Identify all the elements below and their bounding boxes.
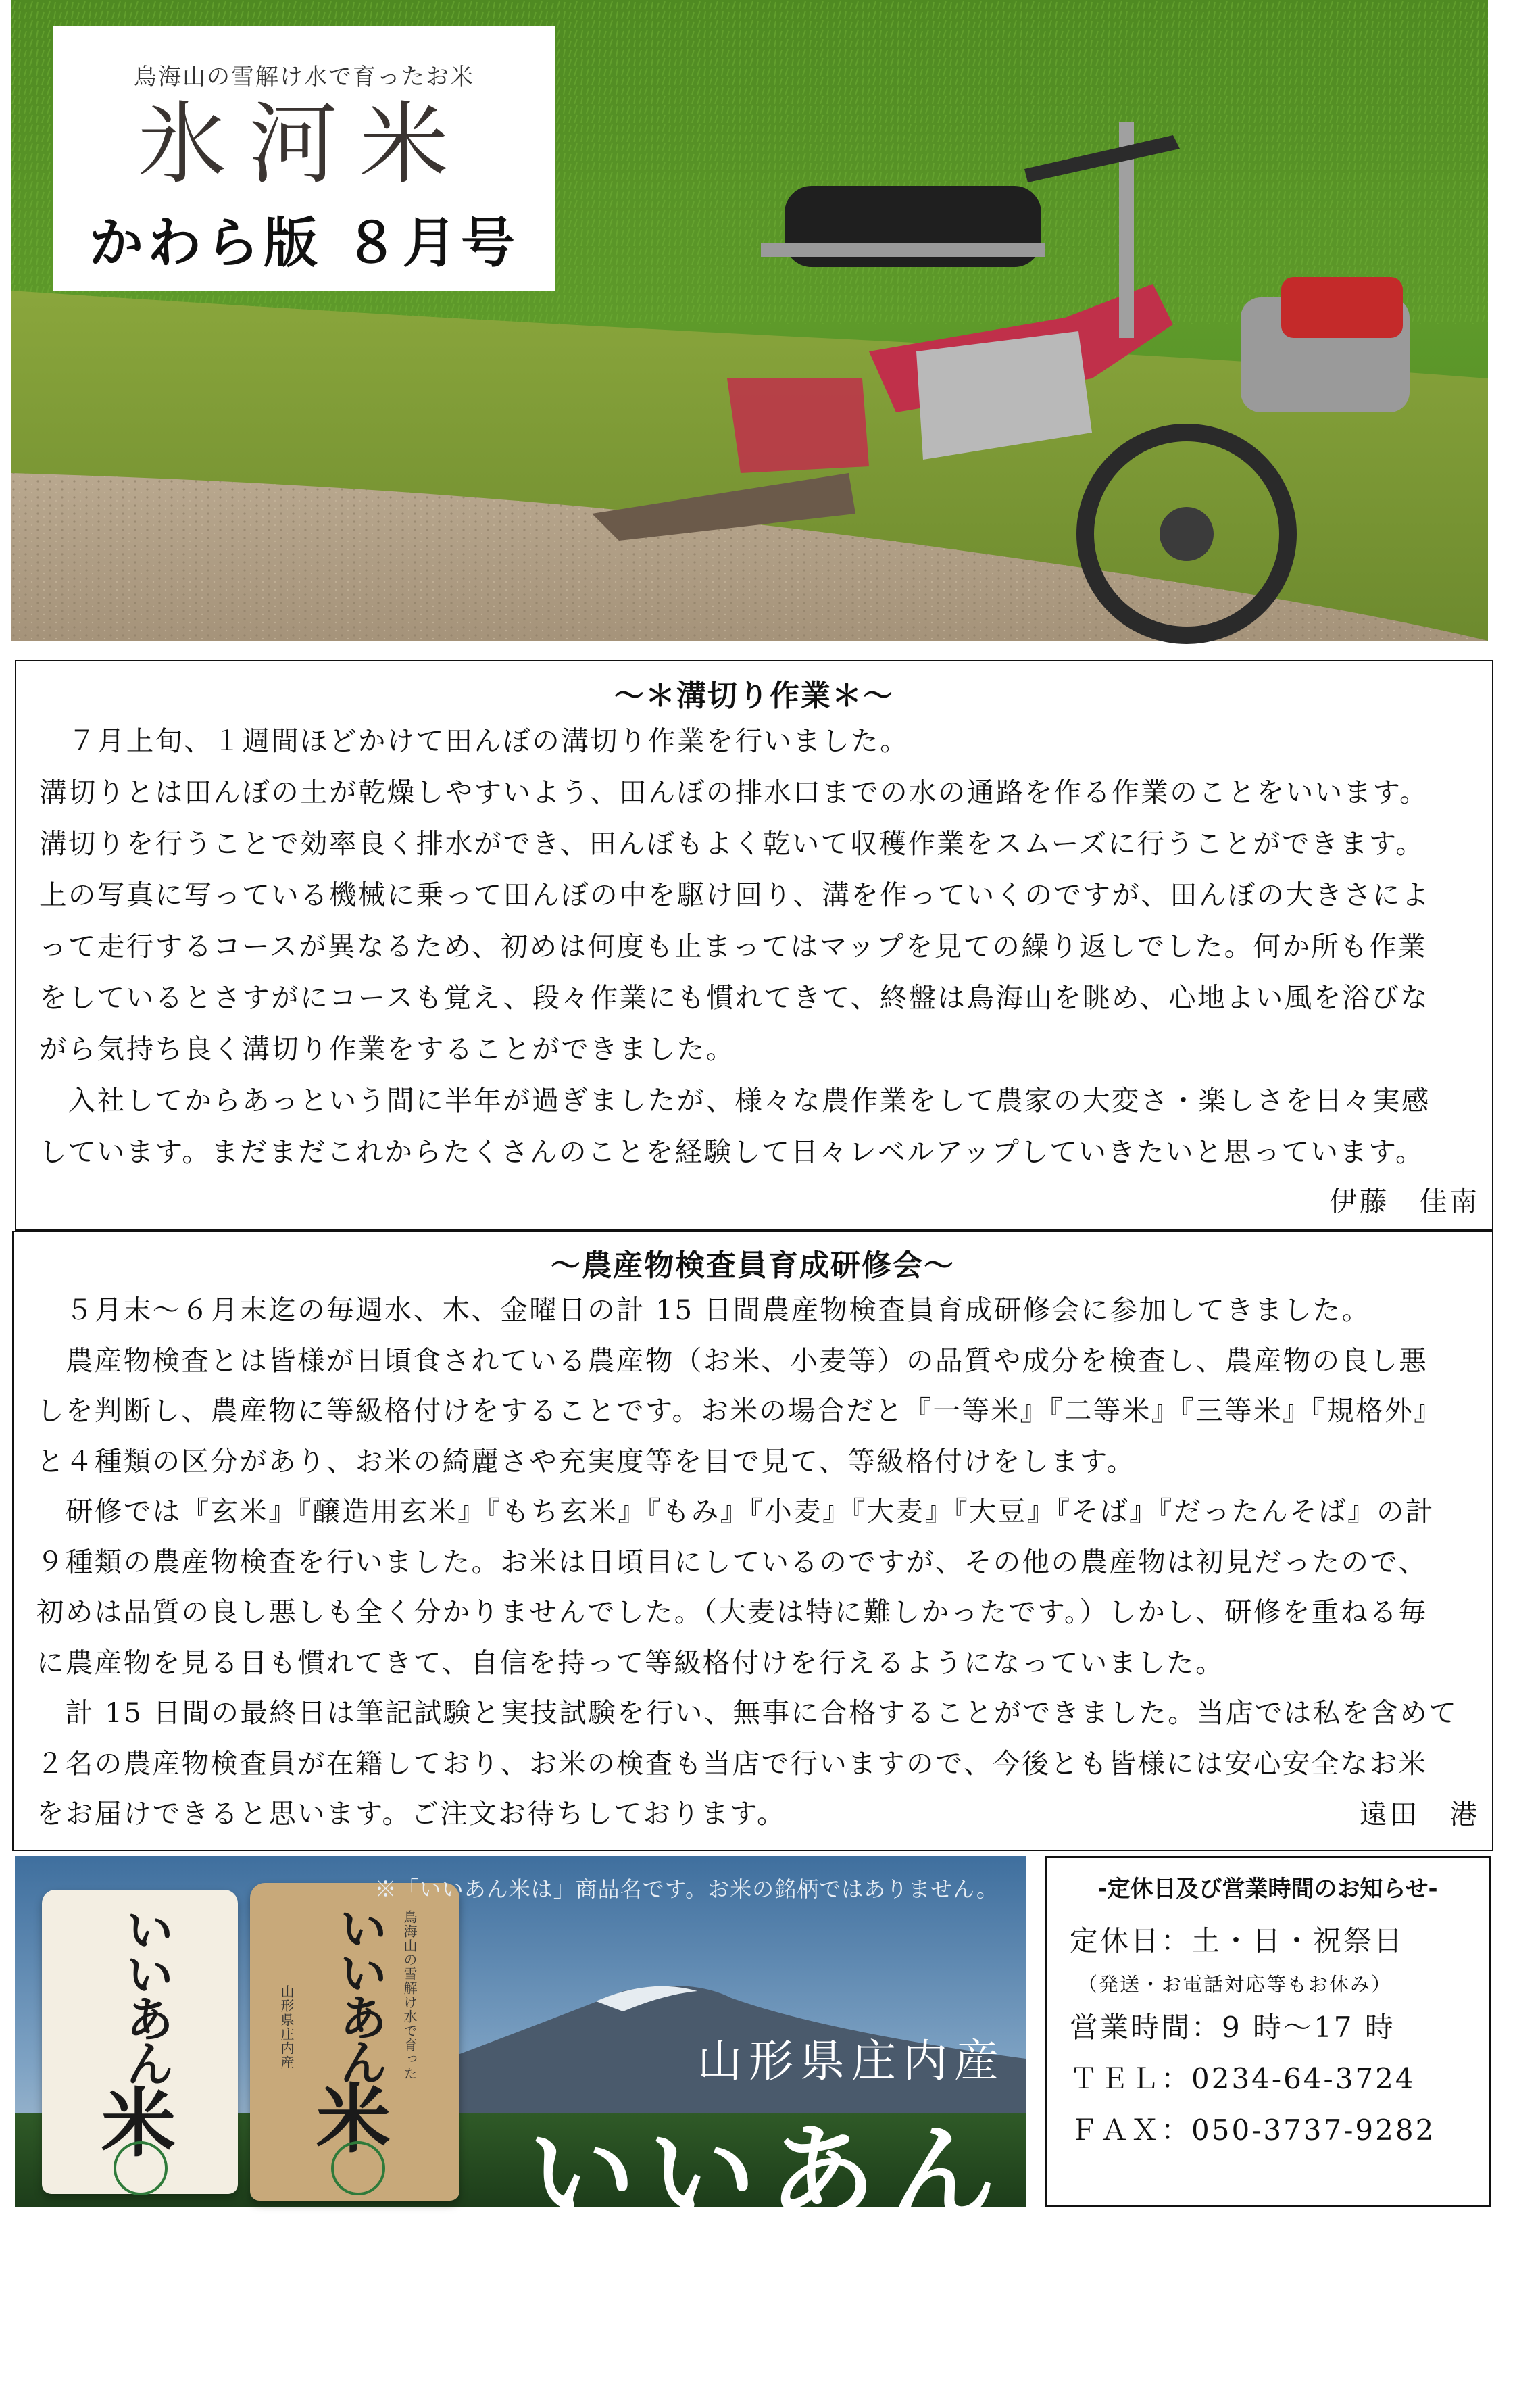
bag-kome-label: 米 (101, 2080, 176, 2167)
paragraph-line: 入社してからあっという間に半年が過ぎましたが、様々な農作業をして農家の大変さ・楽しさを日々実感 (39, 1084, 1431, 1117)
paragraph-line: 計 15 日間の最終日は筆記試験と実技試験を行い、無事に合格することができました。当店では私を含めて (36, 1696, 1458, 1729)
holidays: 定休日：土・日・祝祭日 (1070, 1924, 1405, 1957)
rice-bag-large (250, 1883, 459, 2201)
newsletter-logo (53, 26, 555, 291)
business-info-box (1045, 1856, 1491, 2207)
origin-label: 山形県庄内産 (697, 2035, 1005, 2087)
article-title: ～＊溝切り作業＊～ (614, 679, 894, 713)
paragraph-line: ５月末～６月末迄の毎週水、木、金曜日の計 15 日間農産物検査員育成研修会に参加してきました。 (36, 1294, 1371, 1326)
mountain-emblem-icon (331, 2141, 385, 2195)
product-banner (15, 1856, 1026, 2391)
logo-brand: 氷河米 (138, 93, 470, 197)
article-inspector-training (12, 1231, 1493, 1851)
paragraph-line: に農産物を見る目も慣れてきて、自信を持って等級格付けを行えるようになっていました。 (36, 1646, 1225, 1679)
info-title: -定休日及び営業時間のお知らせ- (1097, 1876, 1438, 1903)
paragraph-line: しを判断し、農産物に等級格付けをすることです。お米の場合だと『一等米』『二等米』『三等米』『規格外』 (36, 1394, 1443, 1427)
paragraph-line: 農産物検査とは皆様が日頃食されている農産物（お米、小麦等）の品質や成分を検査し、農産物の良し悪 (36, 1344, 1429, 1377)
paragraph-line: ２名の農産物検査員が在籍しており、お米の検査も当店で行いますので、今後とも皆様には安心安全なお米 (36, 1746, 1428, 1780)
business-hours: 営業時間：9 時～17 時 (1070, 2011, 1395, 2044)
hero-photo (11, 0, 1488, 641)
issue-title: かわら版 ８月号 (89, 211, 519, 274)
paragraph-line: をお届けできると思います。ご注文お待ちしております。 (36, 1797, 786, 1830)
bag-brand-label: いいあん (331, 1903, 389, 2082)
author-signature: 遠田 港 (1360, 1797, 1480, 1830)
product-name-note: ※「いいあん米は」商品名です。お米の銘柄ではありません。 (374, 1876, 999, 1902)
bag-kome-label: 米 (316, 2076, 391, 2163)
paragraph-line: 上の写真に写っている機械に乗って田んぼの中を駆け回り、溝を作っていくのですが、田んぼの大きさによ (39, 879, 1431, 911)
phone-number: ＴＥＬ：0234-64-3724 (1070, 2062, 1416, 2095)
paragraph-line: 溝切りとは田んぼの土が乾燥しやすいよう、田んぼの排水口までの水の通路を作る作業のことをいいます。 (39, 776, 1429, 808)
bag-side-text: 鳥海山の雪解け水で育った (401, 1910, 418, 2080)
mountain-emblem-icon (114, 2141, 168, 2195)
bag-brand-label: いいあん (118, 1905, 175, 2083)
paragraph-line: 初めは品質の良し悪しも全く分かりませんでした。（大麦は特に難しかったです。）しかし、研修を重ねる毎 (36, 1596, 1428, 1628)
article-body (14, 1285, 1492, 1839)
paragraph-line: と４種類の区分があり、お米の綺麗さや充実度等を目で見て、等級格付けをします。 (36, 1444, 1136, 1477)
paragraph-line: 研修では『玄米』『醸造用玄米』『もち玄米』『もみ』『小麦』『大麦』『大豆』『そば』『だったんそば』の計 (36, 1495, 1435, 1527)
paragraph-line: をしているとさすがにコースも覚え、段々作業にも慣れてきて、終盤は鳥海山を眺め、心地よい風を浴びな (39, 981, 1430, 1014)
paragraph-line: ９種類の農産物検査を行いました。お米は日頃目にしているのですが、その他の農産物は初見だったので、 (36, 1545, 1428, 1578)
paragraph-line: 溝切りを行うことで効率良く排水ができ、田んぼもよく乾いて収穫作業をスムーズに行うことができます。 (39, 827, 1425, 860)
paragraph-line: がら気持ち良く溝切り作業をすることができました。 (39, 1033, 735, 1065)
article-body (16, 715, 1492, 1177)
article-title: ～農産物検査員育成研修会～ (551, 1248, 955, 1283)
article-groove-cutting (15, 660, 1493, 1231)
rice-bag-small (42, 1890, 238, 2194)
paragraph-line: ７月上旬、１週間ほどかけて田んぼの溝切り作業を行いました。 (39, 725, 909, 757)
author-signature: 伊藤 佳南 (1329, 1185, 1480, 1217)
paragraph-line: って走行するコースが異なるため、初めは何度も止まってはマップを見ての繰り返しでした。何か所も作業 (39, 930, 1427, 962)
paragraph-line: しています。まだまだこれからたくさんのことを経験して日々レベルアップしていきたいと思っています。 (39, 1135, 1424, 1168)
fax-number: ＦＡＸ：050-3737-9282 (1070, 2113, 1436, 2147)
bag-side-text: 山形県庄内産 (278, 1984, 295, 2070)
logo-tagline: 鳥海山の雪解け水で育ったお米 (134, 64, 474, 91)
product-brand: いいあん米 (528, 2112, 1010, 2391)
holiday-note: （発送・お電話対応等もお休み） (1078, 1973, 1393, 1996)
